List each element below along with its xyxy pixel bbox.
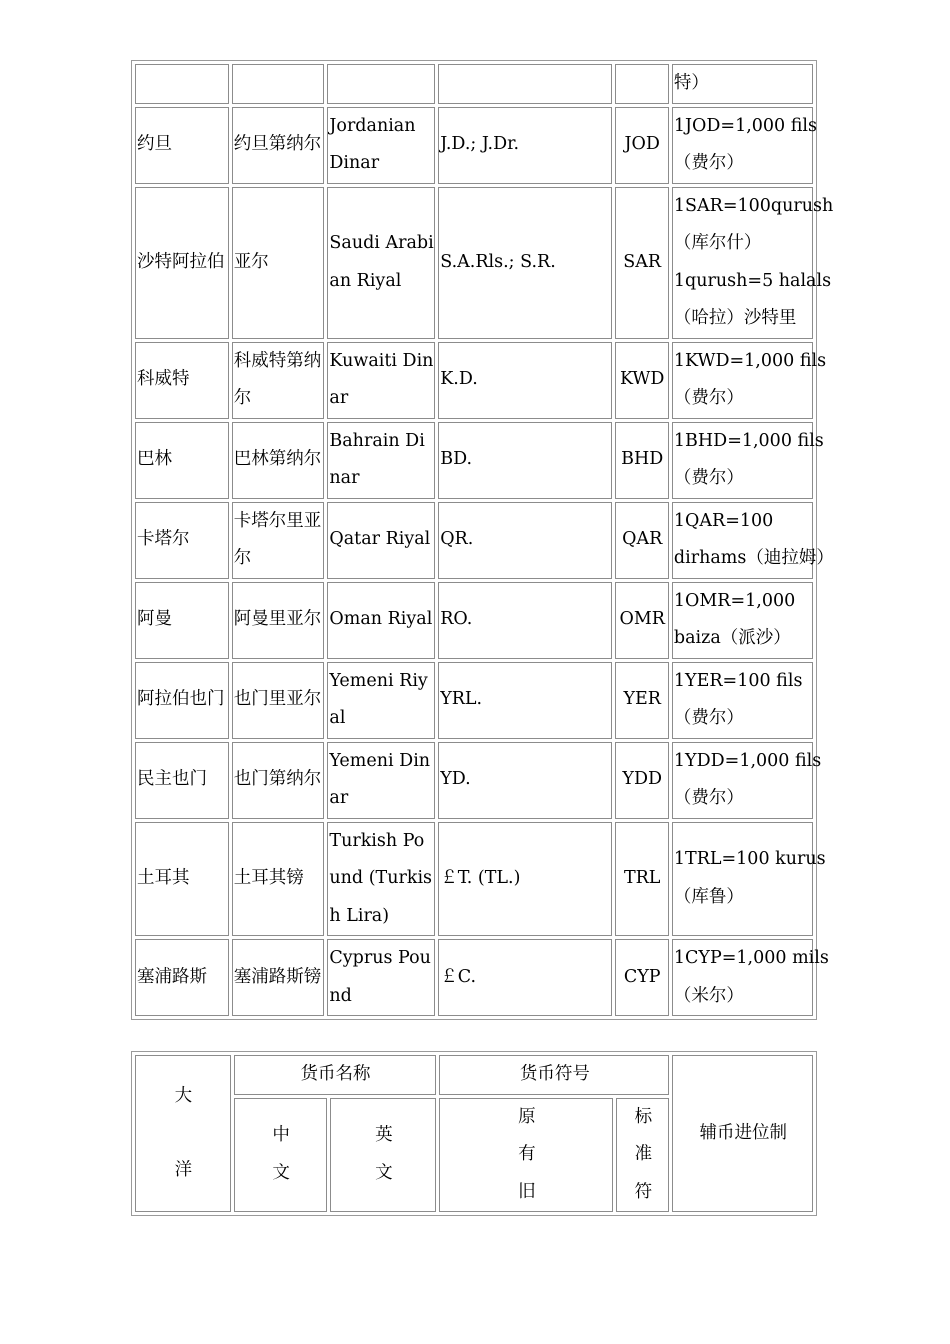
- subunit-line: （费尔）: [673, 388, 744, 408]
- header-standard: [616, 1098, 669, 1213]
- cell-subunit: [672, 582, 813, 659]
- cell-code: TRL: [615, 822, 669, 937]
- cell-old-symbol: J.D.; J.Dr.: [438, 107, 611, 184]
- table-row: [135, 662, 813, 739]
- cell-subunit: [672, 502, 834, 579]
- cell-subunit: [672, 342, 827, 419]
- cell-empty: [327, 64, 435, 104]
- cell-old-symbol: YD.: [438, 742, 611, 819]
- cell-code: YDD: [615, 742, 669, 819]
- cell-empty: [615, 64, 669, 104]
- cell-old-symbol: S.A.Rls.; S.R.: [438, 187, 611, 339]
- header-chinese-char: 中: [272, 1125, 290, 1146]
- subunit-line: （费尔）: [673, 153, 744, 173]
- header-table: [131, 1051, 817, 1216]
- cell-name-en: Turkish Pound (Turkish Lira): [327, 822, 435, 937]
- header-standard-char: 符: [634, 1181, 653, 1202]
- cell-subunit: [672, 939, 829, 1016]
- cell-name-zh: 巴林第纳尔: [232, 422, 325, 499]
- cell-name-zh: 科威特第纳尔: [232, 342, 325, 419]
- header-chinese-char: 文: [272, 1162, 290, 1183]
- cell-country: 科威特: [135, 342, 229, 419]
- currency-table: [131, 60, 834, 1020]
- table-row: [135, 187, 813, 339]
- cell-name-zh: 亚尔: [232, 187, 325, 339]
- cell-old-symbol: RO.: [438, 582, 611, 659]
- cell-subunit-tail: 特）: [672, 64, 813, 104]
- subunit-line: 1TRL=100 kurus: [673, 849, 826, 870]
- header-original: [439, 1098, 613, 1213]
- subunit-line: （库鲁）: [673, 886, 744, 907]
- header-chinese: [234, 1098, 328, 1213]
- cell-country: 卡塔尔: [135, 502, 229, 579]
- table-row: [135, 582, 813, 659]
- subunit-line: 1JOD=1,000 fils: [673, 115, 818, 136]
- cell-code: OMR: [615, 582, 669, 659]
- cell-name-zh: 也门第纳尔: [232, 742, 325, 819]
- header-original-char: 有: [518, 1144, 536, 1164]
- cell-country: 土耳其: [135, 822, 229, 937]
- cell-old-symbol: ￡T. (TL.): [438, 822, 611, 937]
- subunit-line: dirhams（迪拉姆）: [673, 548, 834, 568]
- header-english-char: 文: [375, 1162, 393, 1183]
- spacer: [137, 1115, 230, 1152]
- subunit-line: （费尔）: [673, 708, 744, 728]
- cell-country: 民主也门: [135, 742, 229, 819]
- cell-subunit: [672, 662, 813, 739]
- table-row: [135, 502, 813, 579]
- header-ocean-char: 大: [174, 1085, 193, 1106]
- cell-country: 阿拉伯也门: [135, 662, 229, 739]
- cell-name-en: Bahrain Dinar: [327, 422, 435, 499]
- header-ocean-char: 洋: [174, 1160, 193, 1180]
- table-row: [135, 742, 813, 819]
- table-row: [135, 939, 813, 1016]
- subunit-line: 1CYP=1,000 mils: [673, 948, 829, 968]
- cell-country: 约旦: [135, 107, 229, 184]
- subunit-line: 1OMR=1,000: [673, 590, 796, 611]
- table-row: [135, 422, 813, 499]
- continuation-row: [135, 64, 813, 104]
- subunit-line: （费尔）: [673, 788, 744, 808]
- cell-country: 阿曼: [135, 582, 229, 659]
- subunit-line: （库尔什）: [673, 233, 762, 253]
- header-currency-name: 货币名称: [234, 1055, 437, 1095]
- cell-name-en: Jordanian Dinar: [327, 107, 435, 184]
- header-standard-char: 准: [634, 1144, 653, 1164]
- cell-empty: [438, 64, 611, 104]
- cell-empty: [135, 64, 229, 104]
- cell-old-symbol: BD.: [438, 422, 611, 499]
- cell-name-en: Kuwaiti Dinar: [327, 342, 435, 419]
- subunit-line: 1KWD=1,000 fils: [673, 350, 827, 371]
- table-row: [135, 107, 813, 184]
- header-standard-char: 标: [634, 1106, 653, 1127]
- header-english: [330, 1098, 436, 1213]
- header-original-char: 原: [518, 1106, 536, 1127]
- subunit-line: 1qurush=5 halals: [673, 270, 832, 291]
- cell-subunit: [672, 187, 834, 339]
- header-english-char: 英: [375, 1125, 393, 1146]
- header-row-top: [135, 1055, 813, 1095]
- subunit-line: 1YER=100 fils: [673, 670, 803, 691]
- cell-name-en: Yemeni Dinar: [327, 742, 435, 819]
- cell-name-en: Qatar Riyal: [327, 502, 435, 579]
- cell-name-zh: 卡塔尔里亚尔: [232, 502, 325, 579]
- subunit-line: （哈拉）沙特里: [673, 308, 797, 328]
- cell-old-symbol: YRL.: [438, 662, 611, 739]
- cell-name-en: Oman Riyal: [327, 582, 435, 659]
- cell-subunit: [672, 422, 824, 499]
- cell-old-symbol: QR.: [438, 502, 611, 579]
- cell-subunit: [672, 822, 826, 937]
- subunit-line: 1BHD=1,000 fils: [673, 430, 824, 451]
- cell-country: 沙特阿拉伯: [135, 187, 229, 339]
- subunit-line: 1QAR=100: [673, 510, 774, 531]
- currency-table-body: [135, 64, 834, 1016]
- subunit-line: （米尔）: [673, 985, 744, 1006]
- cell-code: QAR: [615, 502, 669, 579]
- cell-country: 塞浦路斯: [135, 939, 229, 1016]
- cell-name-en: Yemeni Riyal: [327, 662, 435, 739]
- subunit-line: （费尔）: [673, 468, 744, 488]
- subunit-line: 1SAR=100qurush: [673, 195, 834, 216]
- header-currency-symbol: 货币符号: [439, 1055, 669, 1095]
- header-ocean: [135, 1055, 231, 1212]
- cell-name-zh: 约旦第纳尔: [232, 107, 325, 184]
- subunit-line: 1YDD=1,000 fils: [673, 750, 822, 771]
- cell-name-zh: 土耳其镑: [232, 822, 325, 937]
- table-row: [135, 342, 813, 419]
- cell-subunit: [672, 107, 818, 184]
- cell-empty: [232, 64, 325, 104]
- cell-name-zh: 阿曼里亚尔: [232, 582, 325, 659]
- cell-code: JOD: [615, 107, 669, 184]
- header-subunit-system: 辅币进位制: [672, 1055, 813, 1212]
- cell-code: BHD: [615, 422, 669, 499]
- cell-name-en: Cyprus Pound: [327, 939, 435, 1016]
- cell-code: CYP: [615, 939, 669, 1016]
- subunit-line: baiza（派沙）: [673, 628, 791, 648]
- header-original-char: 旧: [518, 1181, 536, 1202]
- cell-code: YER: [615, 662, 669, 739]
- cell-name-en: Saudi Arabian Riyal: [327, 187, 435, 339]
- cell-code: SAR: [615, 187, 669, 339]
- cell-name-zh: 塞浦路斯镑: [232, 939, 325, 1016]
- cell-old-symbol: K.D.: [438, 342, 611, 419]
- table-row: [135, 822, 813, 937]
- cell-old-symbol: ￡C.: [438, 939, 611, 1016]
- cell-subunit: [672, 742, 822, 819]
- cell-country: 巴林: [135, 422, 229, 499]
- cell-code: KWD: [615, 342, 669, 419]
- cell-name-zh: 也门里亚尔: [232, 662, 325, 739]
